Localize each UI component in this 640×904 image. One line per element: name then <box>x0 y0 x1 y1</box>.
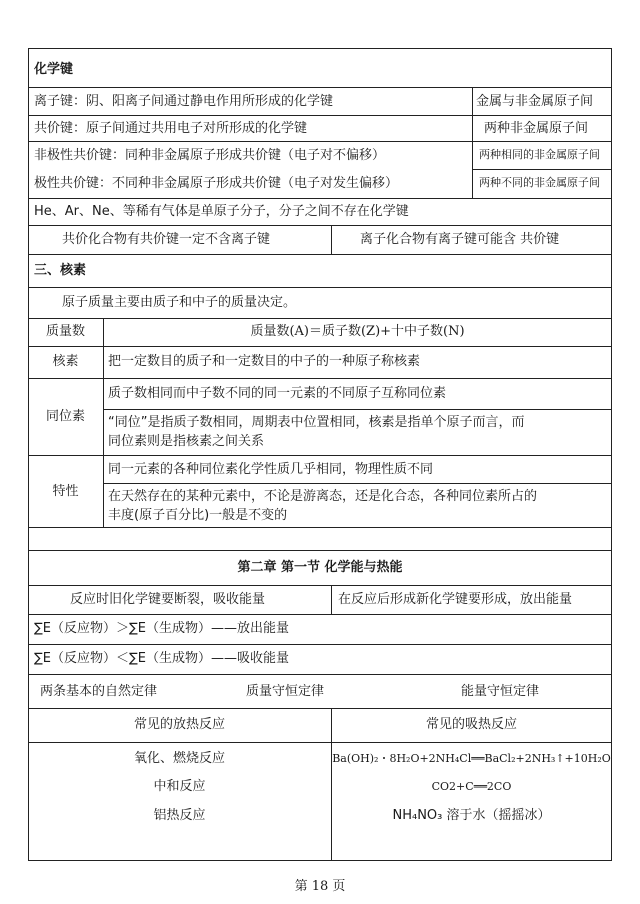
row-divider <box>28 225 612 226</box>
row-divider <box>103 483 612 484</box>
law-conservation-mass: 质量守恒定律 <box>246 684 325 699</box>
row-divider <box>472 169 612 170</box>
row-divider <box>28 708 612 709</box>
row-divider <box>28 87 612 88</box>
row-divider <box>28 378 612 379</box>
isotope-explanation-line2: 同位素则是指核素之间关系 <box>108 434 265 449</box>
endothermic-item: CO2+C══2CO <box>431 780 512 793</box>
isotope-definition: 质子数相同而中子数不同的同一元素的不同原子互称同位素 <box>108 386 447 401</box>
ionic-bond-definition: 离子键：阴、阳离子间通过静电作用所形成的化学键 <box>34 94 334 109</box>
covalent-bond-note: 两种非金属原子间 <box>484 121 589 136</box>
exothermic-header: 常见的放热反应 <box>133 717 225 732</box>
row-divider <box>28 115 612 116</box>
row-divider <box>28 141 612 142</box>
exothermic-item: 氧化、燃烧反应 <box>133 751 225 766</box>
col-divider <box>331 585 332 614</box>
row-divider <box>28 644 612 645</box>
row-divider <box>28 198 612 199</box>
row-divider <box>28 254 612 255</box>
col-divider <box>331 225 332 254</box>
bond-forming-note: 在反应后形成新化学键要形成，放出能量 <box>338 592 573 607</box>
row-divider <box>28 318 612 319</box>
nuclide-definition: 把一定数目的质子和一定数目的中子的一种原子称核素 <box>108 354 421 369</box>
row-divider <box>28 287 612 288</box>
ionic-bond-note: 金属与非金属原子间 <box>476 94 594 109</box>
chapter-title: 第二章 第一节 化学能与热能 <box>237 560 403 575</box>
section-heading: 三、核素 <box>34 263 87 278</box>
covalent-compound-note: 共价化合物有共价键一定不含离子键 <box>62 232 271 247</box>
endothermic-rule: ∑E（反应物）＜∑E（生成物）——吸收能量 <box>34 651 289 666</box>
bond-breaking-note: 反应时旧化学键要断裂，吸收能量 <box>70 592 266 607</box>
exothermic-rule: ∑E（反应物）＞∑E（生成物）——放出能量 <box>34 621 289 636</box>
property-label: 特性 <box>52 484 79 499</box>
noble-gas-note: He、Ar、Ne、等稀有气体是单原子分子，分子之间不存在化学键 <box>34 204 409 219</box>
row-divider <box>28 742 612 743</box>
natural-laws-label: 两条基本的自然定律 <box>40 684 158 699</box>
col-divider <box>472 87 473 198</box>
row-divider <box>103 409 612 410</box>
row-divider <box>28 346 612 347</box>
row-divider <box>28 674 612 675</box>
law-conservation-energy: 能量守恒定律 <box>461 684 540 699</box>
isotope-label: 同位素 <box>45 409 85 424</box>
isotope-explanation-line1: “同位”是指质子数相同，周期表中位置相同，核素是指单个原子而言，而 <box>108 415 525 430</box>
property-line3: 丰度(原子百分比)一般是不变的 <box>108 508 288 523</box>
col-divider <box>103 318 104 527</box>
nuclide-label: 核素 <box>52 354 79 369</box>
property-line1: 同一元素的各种同位素化学性质几乎相同，物理性质不同 <box>108 462 434 477</box>
nonpolar-bond-definition: 非极性共价键：同种非金属原子形成共价键（电子对不偏移） <box>34 148 386 163</box>
endothermic-header: 常见的吸热反应 <box>425 717 517 732</box>
ionic-compound-note: 离子化合物有离子键可能含 共价键 <box>360 232 560 247</box>
row-divider <box>28 550 612 551</box>
section-heading: 化学键 <box>34 62 74 77</box>
nonpolar-bond-note: 两种相同的非金属原子间 <box>479 148 600 161</box>
exothermic-item: 中和反应 <box>153 779 206 794</box>
exothermic-item: 铝热反应 <box>153 808 206 823</box>
row-divider <box>28 585 612 586</box>
row-divider <box>28 527 612 528</box>
mass-number-label: 质量数 <box>45 324 85 339</box>
row-divider <box>28 455 612 456</box>
mass-number-formula: 质量数(A)＝质子数(Z)+十中子数(N) <box>250 324 465 339</box>
polar-bond-definition: 极性共价键：不同种非金属原子形成共价键（电子对发生偏移） <box>34 176 399 191</box>
polar-bond-note: 两种不同的非金属原子间 <box>479 176 600 189</box>
row-divider <box>28 614 612 615</box>
covalent-bond-definition: 共价键：原子间通过共用电子对所形成的化学键 <box>34 121 308 136</box>
endothermic-item: Ba(OH)₂・8H₂O+2NH₄Cl══BaCl₂+2NH₃↑+10H₂O <box>332 752 611 765</box>
page-number: 第 18 页 <box>294 879 346 894</box>
endothermic-item: NH₄NO₃ 溶于水（摇摇冰） <box>392 808 551 823</box>
property-line2: 在天然存在的某种元素中，不论是游离态，还是化合态，各种同位素所占的 <box>108 489 538 504</box>
atomic-mass-intro: 原子质量主要由质子和中子的质量决定。 <box>62 295 297 310</box>
